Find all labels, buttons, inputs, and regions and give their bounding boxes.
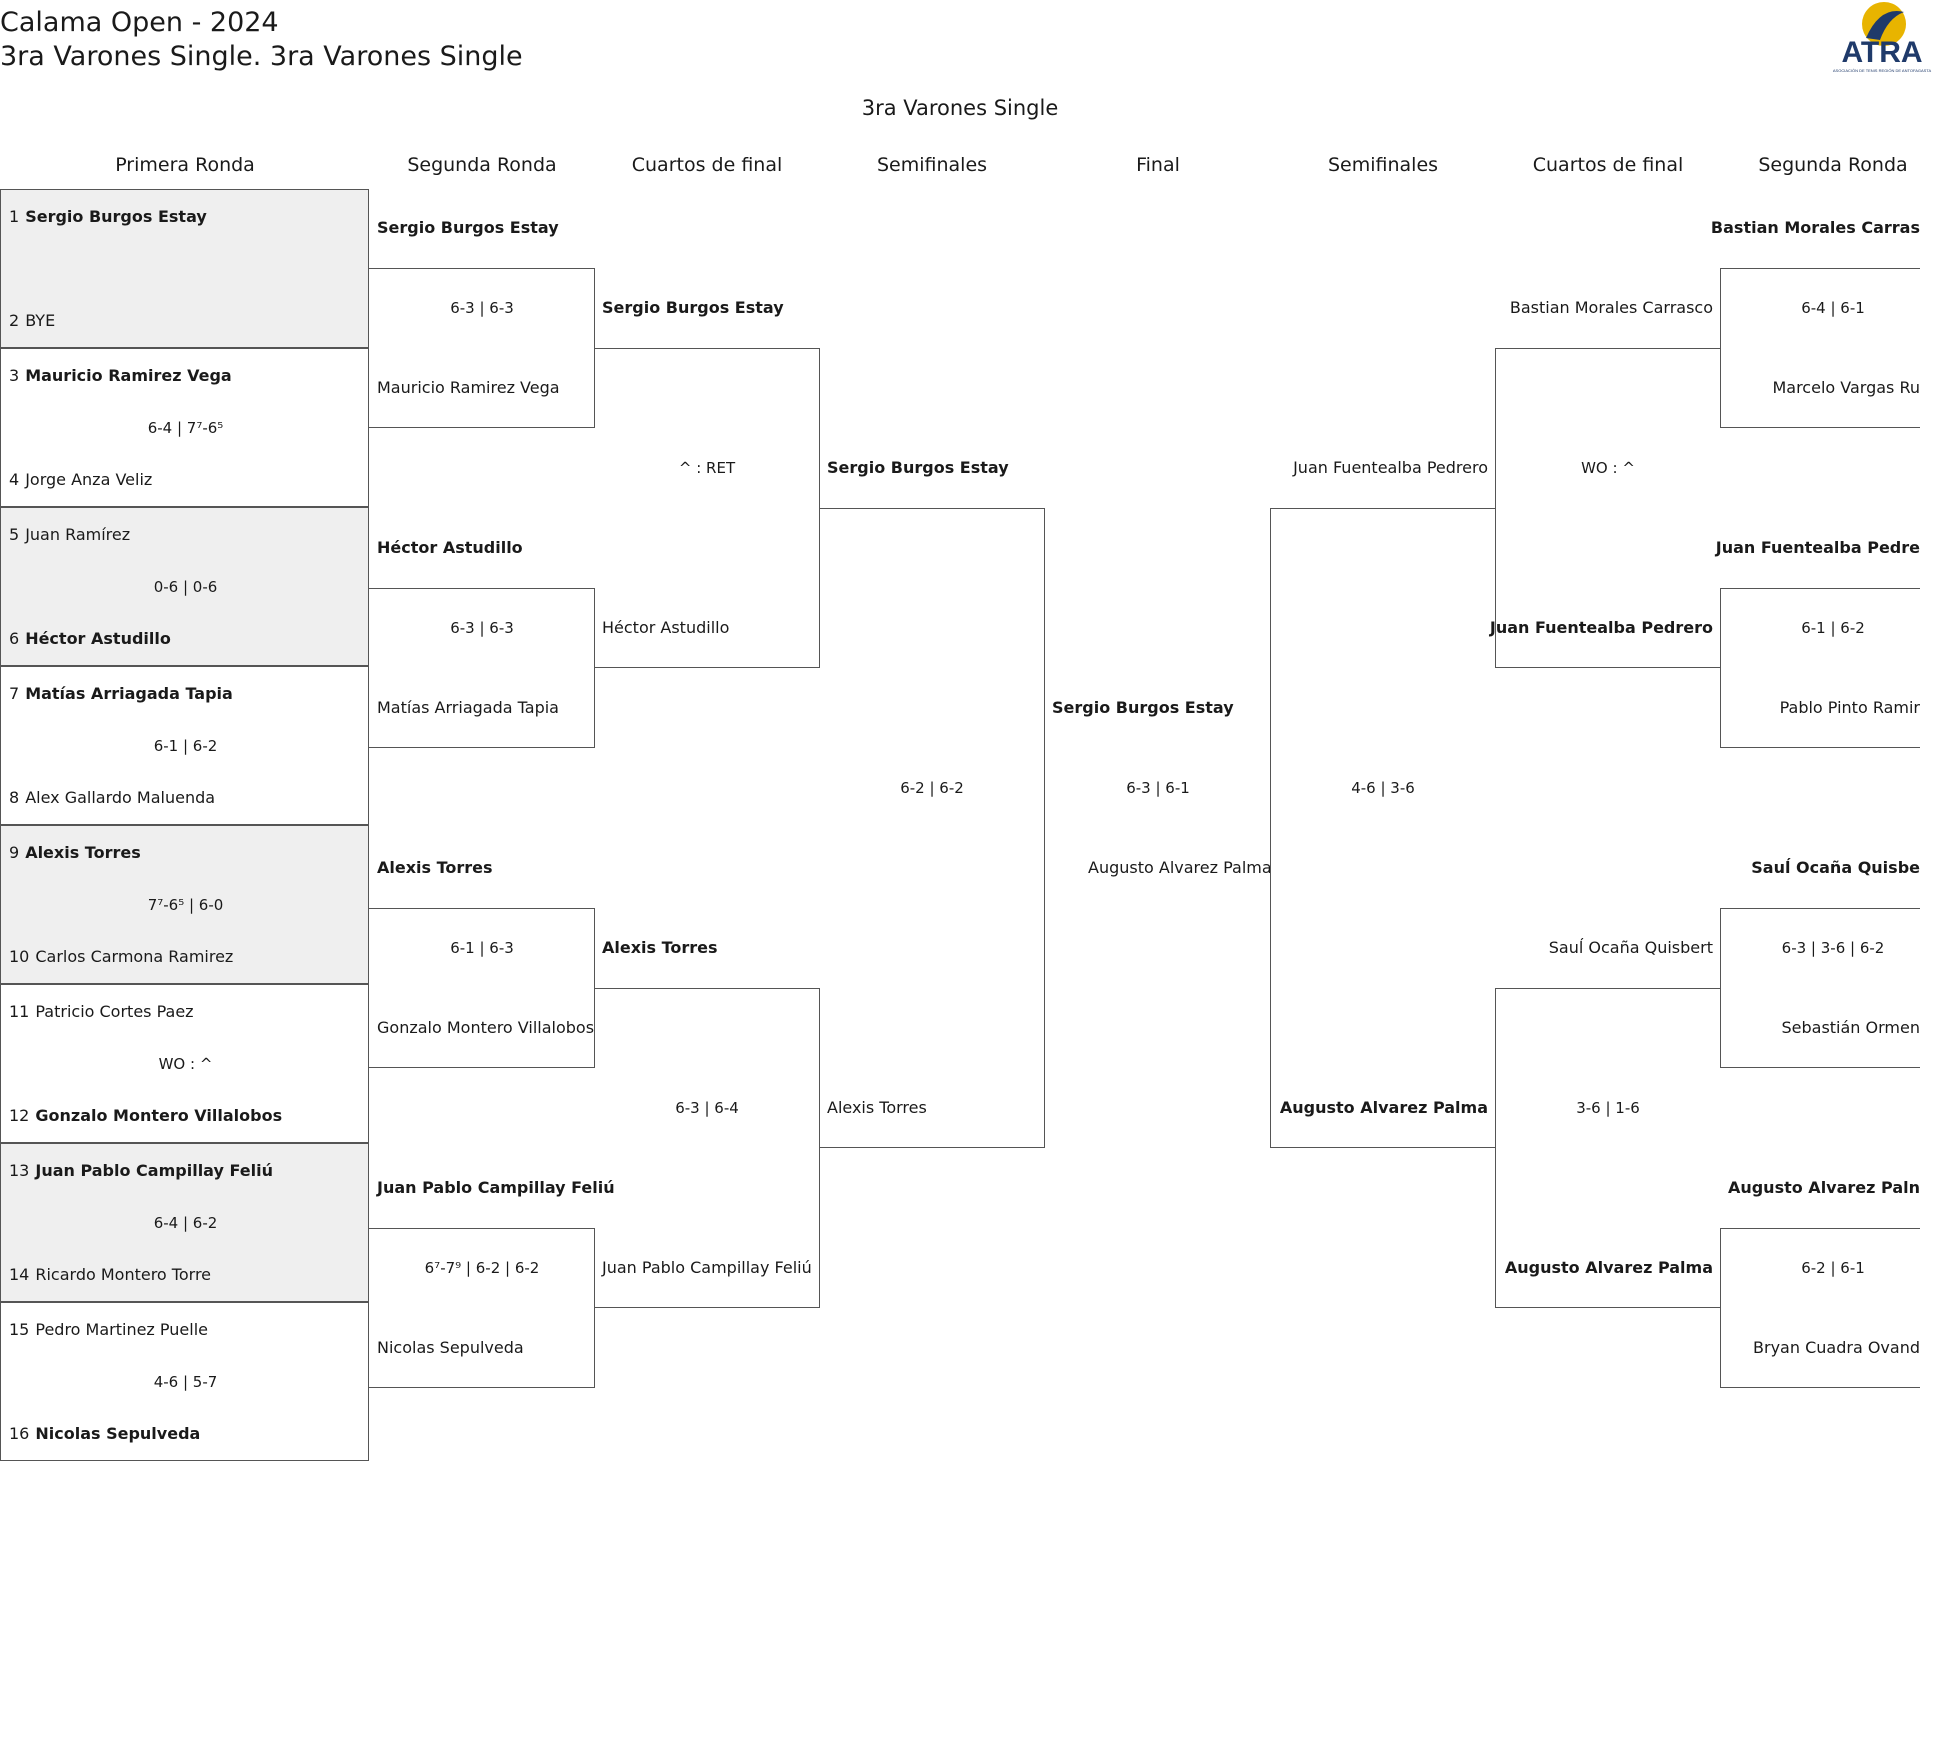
logo-text: ATRA [1841,36,1923,69]
right-r2-bracket-1 [1720,268,1920,428]
round-header-segunda-left: Segunda Ronda [407,154,557,176]
right-r2-score: 6-3 | 3-6 | 6-2 [1781,939,1885,957]
right-r2-player: Marcelo Vargas Ru [1772,378,1920,397]
right-qf-player: Juan Fuentealba Pedrero [1489,618,1713,637]
right-sf-player: Augusto Alvarez Palma [1279,1098,1488,1117]
player-7: 7 Matías Arriagada Tapia [9,684,233,703]
left-sf-player: Alexis Torres [827,1098,927,1117]
match-score: 4-6 | 5-7 [153,1373,218,1391]
atra-logo [1832,0,1932,82]
match-score: 6-4 | 7⁷-6⁵ [147,419,224,437]
final-winner: Sergio Burgos Estay [1052,698,1234,717]
left-r2-bracket-3 [369,908,595,1068]
right-qf-player: Sauĺ Ocaña Quisbert [1548,938,1713,957]
left-qf-player: Alexis Torres [602,938,718,957]
right-qf-score: 3-6 | 1-6 [1576,1099,1640,1117]
first-round-match-6 [0,984,369,1143]
left-r2-score: 6-1 | 6-3 [450,939,514,957]
section-title: 3ra Varones Single [861,96,1059,120]
first-round-match-1 [0,189,369,348]
round-header-cuartos-left: Cuartos de final [631,154,783,176]
player-15: 15 Pedro Martinez Puelle [9,1320,208,1339]
right-qf-player: Bastian Morales Carrasco [1509,298,1713,317]
left-r2-bracket-2 [369,588,595,748]
round-header-cuartos-right: Cuartos de final [1532,154,1684,176]
final-runner-up: Augusto Alvarez Palma [1088,858,1272,877]
right-r2-bracket-2 [1720,588,1920,748]
round-header-semis-left: Semifinales [876,154,988,176]
right-sf-player: Juan Fuentealba Pedrero [1293,458,1488,477]
player-6: 6 Héctor Astudillo [9,629,171,648]
right-qf-player: Augusto Alvarez Palma [1504,1258,1713,1277]
left-sf-player: Sergio Burgos Estay [827,458,1009,477]
final-score: 6-3 | 6-1 [1126,779,1190,797]
left-r2-player: Gonzalo Montero Villalobos [377,1018,595,1037]
left-r2-player: Sergio Burgos Estay [377,218,559,237]
left-qf-player: Sergio Burgos Estay [602,298,784,317]
first-round-match-4 [0,666,369,825]
first-round-match-7 [0,1143,369,1302]
player-9: 9 Alexis Torres [9,843,141,862]
match-score: WO : ^ [158,1055,213,1073]
first-round-match-5 [0,825,369,984]
right-r2-player: Sebastián Ormen [1781,1018,1920,1037]
player-10: 10 Carlos Carmona Ramirez [9,947,234,966]
right-r2-player: Pablo Pinto Ramir [1779,698,1920,717]
left-r2-player: Nicolas Sepulveda [377,1338,524,1357]
player-11: 11 Patricio Cortes Paez [9,1002,194,1021]
match-score: 0-6 | 0-6 [153,578,218,596]
left-r2-bracket-4 [369,1228,595,1388]
match-score: 6-1 | 6-2 [153,737,218,755]
left-qf-player: Héctor Astudillo [602,618,730,637]
match-score: 7⁷-6⁵ | 6-0 [147,896,224,914]
left-r2-player: Mauricio Ramirez Vega [377,378,560,397]
left-sf-bracket [820,508,1045,1148]
tournament-title: Calama Open - 2024 [0,7,279,38]
right-r2-player: Juan Fuentealba Pedre [1715,538,1920,557]
player-2: 2 BYE [9,311,56,330]
player-5: 5 Juan Ramírez [9,525,131,544]
right-r2-player: Bastian Morales Carras [1710,218,1920,237]
left-qf-score: 6-3 | 6-4 [675,1099,739,1117]
round-header-segunda-right: Segunda Ronda [1758,154,1908,176]
round-header-semis-right: Semifinales [1327,154,1439,176]
player-13: 13 Juan Pablo Campillay Feliú [9,1161,273,1180]
round-header-final: Final [1136,154,1180,176]
first-round-match-3 [0,507,369,666]
left-qf-score: ^ : RET [678,459,736,477]
left-r2-score: 6-3 | 6-3 [450,299,514,317]
right-r2-player: Bryan Cuadra Ovand [1753,1338,1920,1357]
player-16: 16 Nicolas Sepulveda [9,1424,201,1443]
right-r2-score: 6-2 | 6-1 [1801,1259,1865,1277]
player-12: 12 Gonzalo Montero Villalobos [9,1106,283,1125]
first-round-match-8 [0,1302,369,1461]
left-r2-player: Alexis Torres [377,858,493,877]
right-qf-score: WO : ^ [1581,459,1635,477]
right-sf-bracket [1270,508,1495,1148]
right-r2-bracket-3 [1720,908,1920,1068]
left-r2-player: Matías Arriagada Tapia [377,698,559,717]
player-14: 14 Ricardo Montero Torre [9,1265,212,1284]
player-4: 4 Jorge Anza Veliz [9,470,153,489]
left-r2-score: 6-3 | 6-3 [450,619,514,637]
left-qf-player: Juan Pablo Campillay Feliú [602,1258,812,1277]
right-r2-score: 6-4 | 6-1 [1801,299,1865,317]
left-r2-score: 6⁷-7⁹ | 6-2 | 6-2 [424,1259,540,1277]
player-3: 3 Mauricio Ramirez Vega [9,366,232,385]
left-r2-bracket-1 [369,268,595,428]
right-r2-bracket-4 [1720,1228,1920,1388]
left-sf-score: 6-2 | 6-2 [900,779,964,797]
right-sf-score: 4-6 | 3-6 [1351,779,1415,797]
first-round-match-2 [0,348,369,507]
right-r2-score: 6-1 | 6-2 [1801,619,1865,637]
draw-subtitle: 3ra Varones Single. 3ra Varones Single [0,41,523,72]
right-r2-player: Augusto Alvarez Paln [1727,1178,1920,1197]
player-1: 1 Sergio Burgos Estay [9,207,207,226]
logo-subtext: ASOCIACIÓN DE TENIS REGIÓN DE ANTOFAGASTA [1832,68,1932,73]
match-score: 6-4 | 6-2 [153,1214,218,1232]
left-r2-player: Juan Pablo Campillay Feliú [377,1178,615,1197]
left-r2-player: Héctor Astudillo [377,538,523,557]
round-header-primera: Primera Ronda [115,154,255,176]
player-8: 8 Alex Gallardo Maluenda [9,788,216,807]
right-r2-player: Sauĺ Ocaña Quisbe [1751,858,1920,877]
